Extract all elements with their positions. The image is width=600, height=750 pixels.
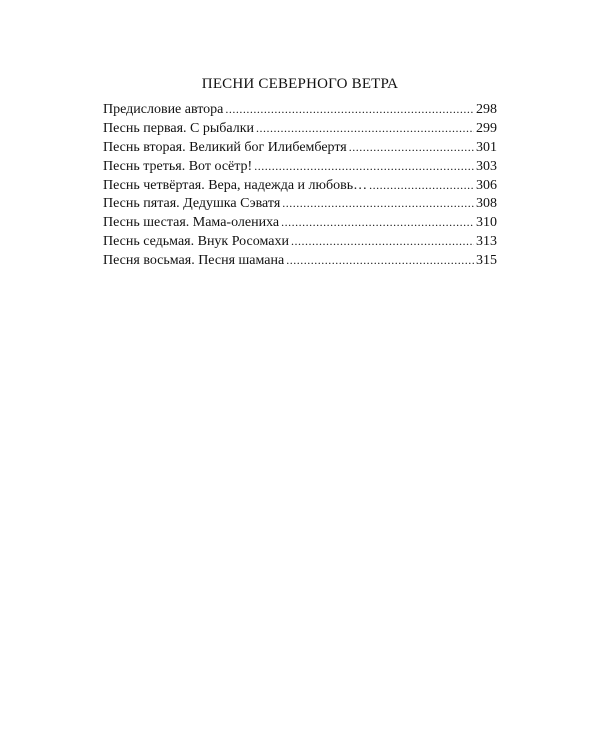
dot-leader <box>349 138 474 157</box>
toc-entry-title: Песнь вторая. Великий бог Илибембертя <box>103 139 347 155</box>
toc-entry-page: 313 <box>476 234 497 250</box>
toc-entry-title: Песня восьмая. Песня шамана <box>103 253 285 269</box>
toc-entry <box>103 119 497 138</box>
toc-entry-page: 303 <box>476 158 497 174</box>
toc-entry <box>103 232 497 251</box>
table-of-contents <box>103 100 497 270</box>
toc-entry-title: Песнь пятая. Дедушка Сэватя <box>103 196 281 212</box>
dot-leader <box>281 213 474 232</box>
toc-entry <box>103 138 497 157</box>
toc-entry-title: Песнь четвёртая. Вера, надежда и любовь… <box>103 177 368 193</box>
dot-leader <box>286 251 474 270</box>
dot-leader <box>369 176 474 195</box>
toc-entry-title: Песнь первая. С рыбалки <box>103 120 255 136</box>
dot-leader <box>291 232 474 251</box>
toc-entry-title: Песнь шестая. Мама-олениха <box>103 215 280 231</box>
toc-entry-page: 301 <box>476 139 497 155</box>
toc-entry <box>103 251 497 270</box>
dot-leader <box>256 119 474 138</box>
toc-entry-page: 315 <box>476 253 497 269</box>
dot-leader <box>225 100 474 119</box>
toc-entry-title: Песнь седьмая. Внук Росомахи <box>103 234 289 250</box>
toc-entry <box>103 157 497 176</box>
toc-entry-page: 308 <box>476 196 497 212</box>
toc-entry <box>103 100 497 119</box>
toc-entry <box>103 176 497 195</box>
toc-entry-page: 306 <box>476 177 497 193</box>
dot-leader <box>254 157 474 176</box>
toc-entry <box>103 194 497 213</box>
toc-entry-title: Предисловие автора <box>103 102 224 117</box>
toc-entry-page: 310 <box>476 215 497 231</box>
toc-title: ПЕСНИ СЕВЕРНОГО ВЕТРА <box>201 76 399 92</box>
dot-leader <box>282 194 474 213</box>
toc-entry-title: Песнь третья. Вот осётр! <box>103 158 253 174</box>
toc-entry <box>103 213 497 232</box>
toc-entry-page: 298 <box>476 102 497 117</box>
toc-entry-page: 299 <box>476 120 497 136</box>
